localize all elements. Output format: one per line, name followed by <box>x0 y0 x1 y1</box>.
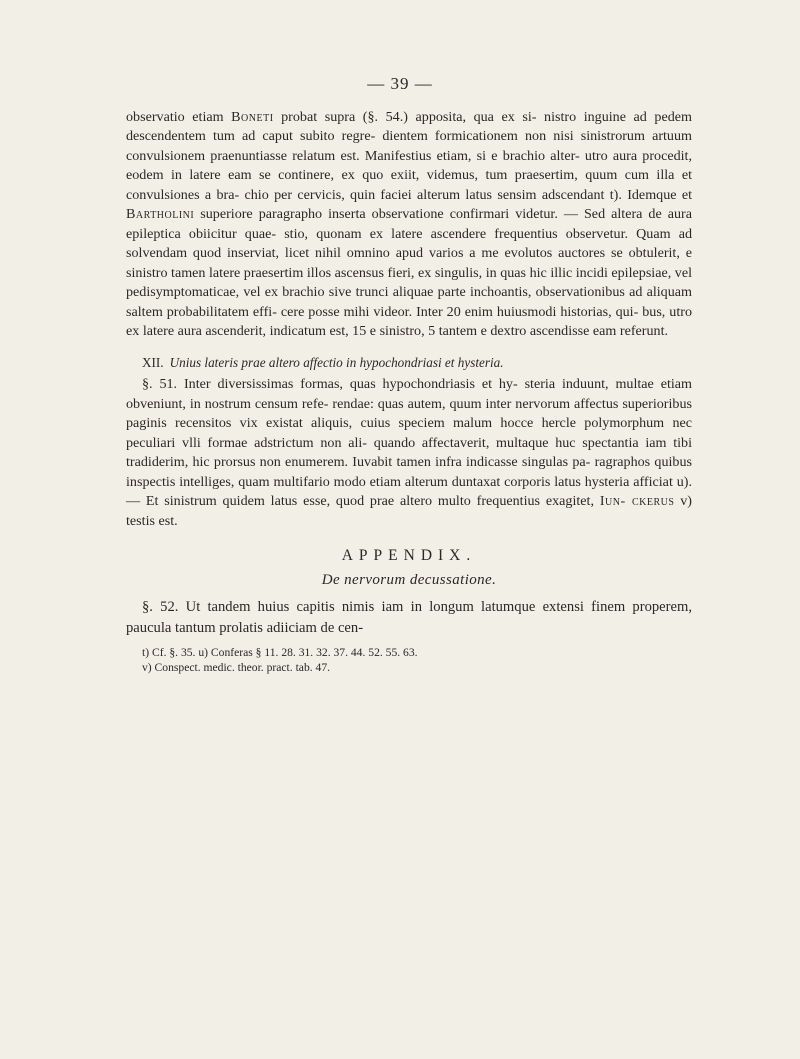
paragraph-3: §. 52. Ut tandem huius capitis nimis iam in longum latumque extensi finem properem, paucula tantum prolatis adiiciam de cen- <box>126 599 692 636</box>
footnotes <box>126 645 692 675</box>
paragraph-1-text-a: observatio etiam <box>126 109 232 125</box>
appendix-subtitle: De nervorum decussatione. <box>321 572 497 589</box>
paragraph-2-text-a: §. 51. Inter diversissimas formas, quas hypochondriasis et hy- steria induunt, multae etiam obveniunt, in nostrum censum refe- rendae: quas autem, quum inter nervorum affectus superioribus paginis recensitos vix existat aliquis, cuius speciem malum hocce hercle polymorphum nec peculiari vlli formae adstrictum non ali- quando affectaverit, multaque huc spectantia iam tibi tradiderim, hic prorsus non enumerem. Iuvabit tamen infra indicasse singulas pa- ragraphos quibus inspectis intelliges, quam multifario modo etiam alterum duntaxat corporis latus hysteria afficiat u). — Et sinistrum quidem latus esse, quod prae altero multo frequentius exagitet, <box>126 376 692 510</box>
author-name-boneti: Boneti <box>231 109 274 125</box>
page-number: — 39 — <box>367 74 433 93</box>
footnote-line: t) Cf. §. 35. u) Conferas § 11. 28. 31. 32. 37. 44. 52. 55. 63. <box>142 646 418 660</box>
paragraph-1 <box>126 108 692 341</box>
paragraph-1-text-c: superiore paragrapho inserta observatione confirmari videtur. — Sed altera de aura epileptica obiicitur quae- stio, quonam ex latere ascendere frequentius observetur. Quam ad solvendam quod inserviat, licet nihil omnino apud varios a me evolutos auctores se obtulerit, e sinistro tamen latere praesertim illos ascensus fieri, ex singulis, in quas hic illic incidi epilepsiae, vel pedisymptomaticae, vel ex brachio sive trunci aliquae parte inchoantis, observationibus ad aliquam saltem probabilitatem effi- cere posse mihi videor. Inter 20 enim huiusmodi historias, qui- bus, utro ex latere aura ascenderit, indicatum est, 15 e sinistro, 5 tantem e dextro ascendisse eam referunt. <box>126 206 692 339</box>
section-number: XII. <box>142 355 164 371</box>
page-body <box>126 108 692 675</box>
paragraph-2-text-b: v) testis est. <box>126 493 692 529</box>
paragraph-2 <box>126 375 692 531</box>
footnote-line: v) Conspect. medic. theor. pract. tab. 47. <box>142 661 331 675</box>
appendix-title: APPENDIX. <box>341 547 477 565</box>
author-name-bartholini: Bartholini <box>126 206 195 223</box>
section-title: Unius lateris prae altero affectio in hypochondriasi et hysteria. <box>169 355 504 371</box>
author-name-iunckerus: Iun- ckerus <box>599 493 675 510</box>
section-heading-xii <box>126 353 692 372</box>
paragraph-1-text-b: probat supra (§. 54.) apposita, qua ex si- nistro inguine ad pedem descendentem tum ad caput subito regre- dientem formicationem non nisi sinistrorum artuum convulsionem praenuntiasse relatum est. Manifestius etiam, si e brachio alter- utro aura procedit, eodem in latere eam se continere, ex quo exiit, videmus, tum praesertim, quum cum illa et convulsiones a bra- chio per cervicis, quin faciei alterum latus sensim adscendant t). Idemque et <box>126 109 692 203</box>
